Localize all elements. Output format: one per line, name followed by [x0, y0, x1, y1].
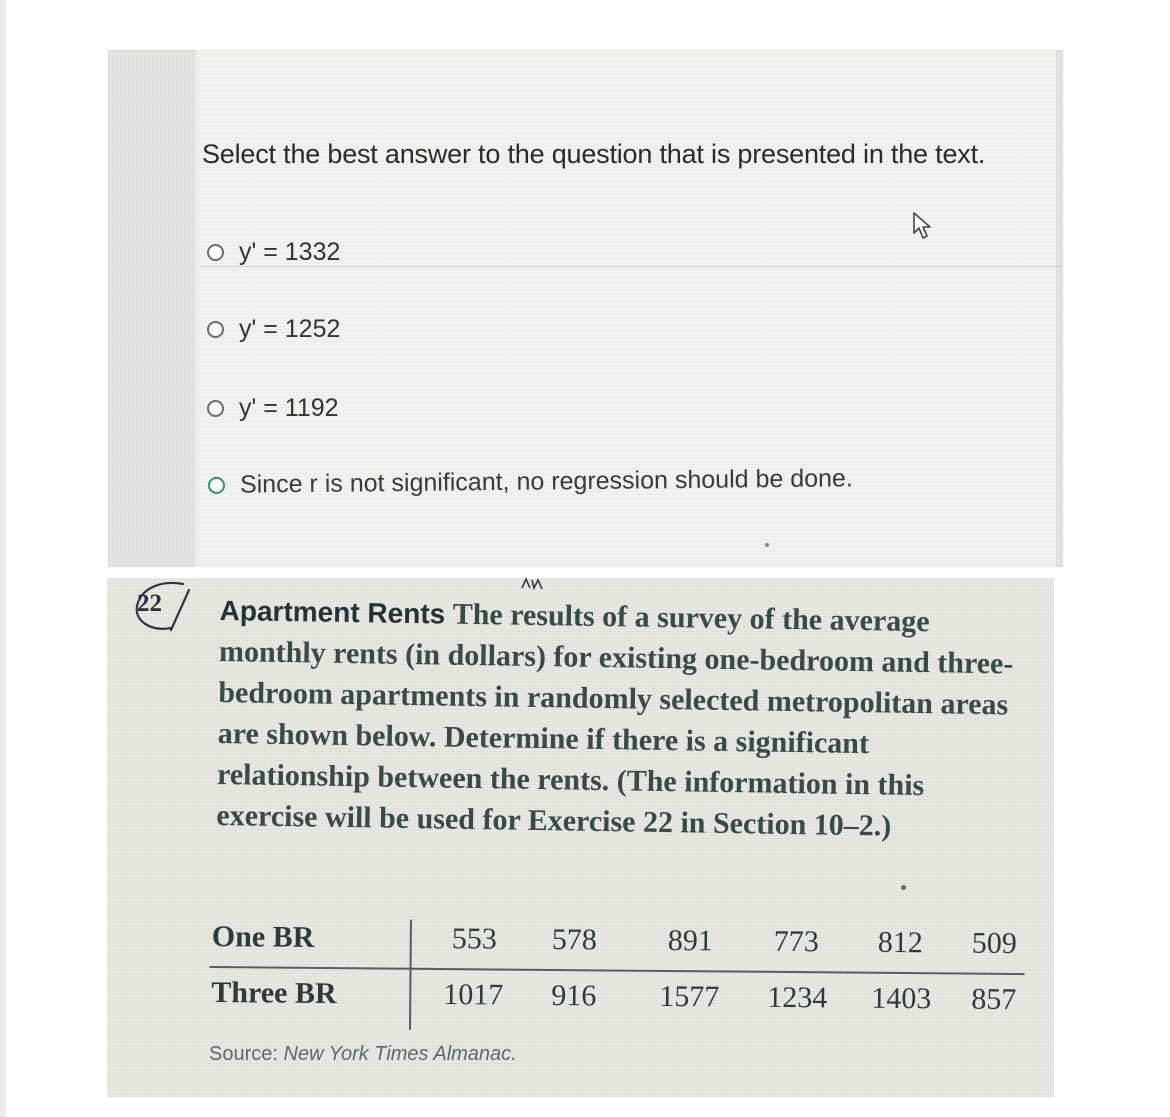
- table-cell: 578: [551, 922, 597, 957]
- question-prompt: Select the best answer to the question that is presented in the text.: [202, 139, 986, 169]
- stray-dot: [901, 885, 906, 890]
- mouse-pointer-icon: [911, 211, 937, 241]
- answer-option-label: y' = 1192: [239, 394, 339, 422]
- exercise-text: [216, 590, 1020, 849]
- source-prefix: Source:: [209, 1043, 278, 1065]
- answer-option-3[interactable]: [207, 394, 339, 423]
- table-cell: 891: [667, 923, 713, 958]
- left-edge: [0, 0, 6, 1117]
- table-cell: 857: [971, 982, 1017, 1017]
- table-cell: 553: [451, 922, 497, 956]
- radio-button-icon[interactable]: [207, 244, 224, 261]
- table-vertical-rule: [409, 920, 412, 1030]
- source-name: New York Times Almanac.: [283, 1043, 517, 1065]
- table-cell: 916: [551, 978, 597, 1013]
- row-label-three-br: Three BR: [211, 975, 337, 1011]
- table-cell: 1577: [659, 979, 720, 1014]
- rent-table: [211, 916, 1032, 1033]
- exercise-body: The results of a survey of the average monthly rents (in dollars) for existing one-bedroom and three-bedroom apartments in randomly selected metropolitan areas are shown below. Determine if there is a significant relationship between the rents. (The information in this exercise will be used for Exercise 22 in Section 10–2.): [216, 597, 1014, 843]
- radio-button-icon[interactable]: [207, 400, 224, 417]
- answer-option-label: y' = 1252: [239, 315, 341, 343]
- quiz-panel: [108, 50, 1063, 567]
- radio-button-icon[interactable]: [208, 477, 225, 494]
- answer-option-label: y' = 1332: [239, 238, 341, 266]
- answer-option-label: Since r is not significant, no regression should be done.: [239, 464, 853, 499]
- exercise-title: Apartment Rents: [219, 594, 446, 630]
- stray-dot: [765, 543, 769, 547]
- table-cell: 1234: [767, 980, 828, 1015]
- textbook-excerpt: [107, 578, 1054, 1097]
- table-cell: 509: [971, 926, 1017, 961]
- table-cell: 1017: [443, 978, 504, 1012]
- source-citation: [209, 1043, 517, 1066]
- table-cell: 773: [773, 924, 819, 959]
- table-horizontal-rule: [210, 966, 1025, 975]
- table-cell: 812: [877, 925, 923, 960]
- handwritten-mark: [520, 576, 546, 592]
- radio-button-icon[interactable]: [207, 321, 224, 338]
- row-label-one-br: One BR: [211, 919, 315, 954]
- answer-option-2[interactable]: [207, 315, 340, 344]
- exercise-number: 22: [137, 590, 162, 617]
- table-cell: 1403: [871, 981, 932, 1016]
- answer-option-1[interactable]: [207, 238, 340, 267]
